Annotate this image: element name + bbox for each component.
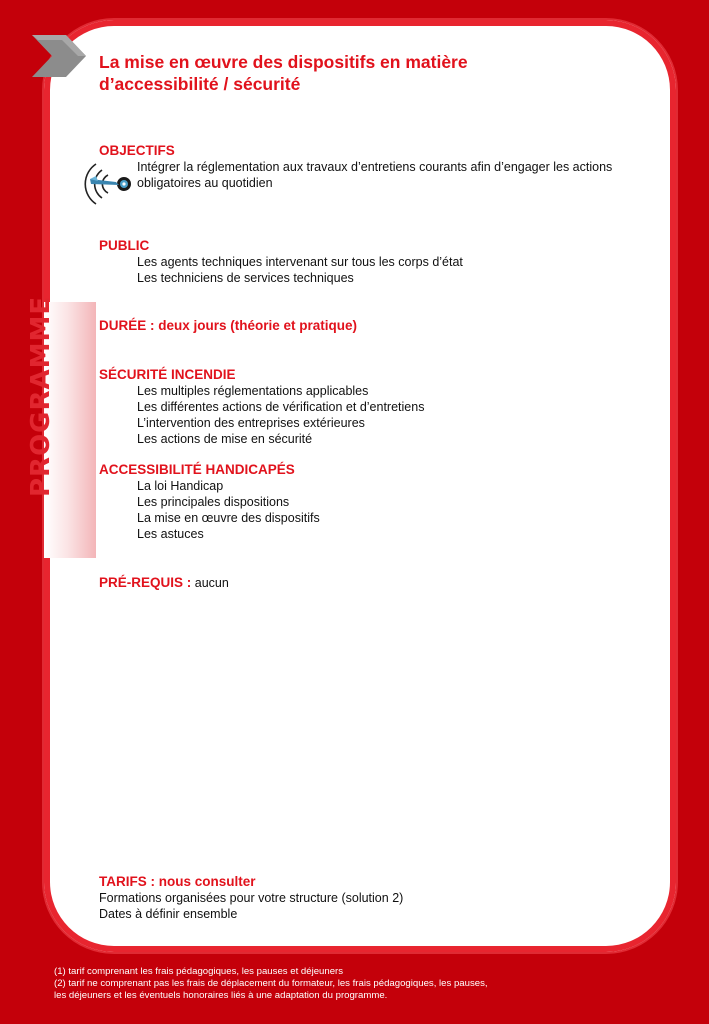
tarifs-line-1: Formations organisées pour votre structure (solution 2) <box>99 891 404 905</box>
footer-note-1: (1) tarif comprenant les frais pédagogiques, les pauses et déjeuners <box>54 966 344 977</box>
securite-item: Les actions de mise en sécurité <box>137 432 313 446</box>
public-item: Les agents techniques intervenant sur tous les corps d’état <box>137 255 463 269</box>
prerequis-label: PRÉ-REQUIS : <box>99 575 192 590</box>
accessibilite-item: La loi Handicap <box>137 479 224 493</box>
accessibilite-item: Les principales dispositions <box>137 495 290 509</box>
objectifs-heading: OBJECTIFS <box>99 143 175 158</box>
footer-note-3: les déjeuners et les éventuels honoraires liés à une adaptation du programme. <box>54 990 388 1002</box>
public-item: Les techniciens de services techniques <box>137 271 354 285</box>
objectifs-line-2: obligatoires au quotidien <box>137 176 273 190</box>
side-label: PROGRAMME <box>26 295 56 497</box>
securite-heading: SÉCURITÉ INCENDIE <box>99 367 236 382</box>
footer-note-2: (2) tarif ne comprenant pas les frais de déplacement du formateur, les frais pédagogiques, les pauses, <box>54 978 488 990</box>
accessibilite-item: Les astuces <box>137 527 204 541</box>
accessibilite-item: La mise en œuvre des dispositifs <box>137 511 320 525</box>
tarifs-heading: TARIFS : nous consulter <box>99 874 256 889</box>
public-section <box>99 238 463 286</box>
duree-heading: DURÉE : deux jours (théorie et pratique) <box>99 318 358 333</box>
footer-notes <box>54 966 674 1003</box>
securite-item: L’intervention des entreprises extérieures <box>137 416 365 430</box>
securite-item: Les différentes actions de vérification et d’entretiens <box>137 400 425 414</box>
accessibilite-section <box>99 462 320 542</box>
page-title <box>99 51 659 95</box>
securite-item: Les multiples réglementations applicables <box>137 384 369 398</box>
page-title-line-2: d’accessibilité / sécurité <box>99 74 301 94</box>
page-title-line-1: La mise en œuvre des dispositifs en matière <box>99 52 468 72</box>
duree-section <box>99 318 357 334</box>
objectifs-line-1: Intégrer la réglementation aux travaux d’entretiens courants afin d’engager les actions <box>137 160 613 174</box>
tarifs-line-2: Dates à définir ensemble <box>99 907 238 921</box>
objectifs-section <box>99 143 612 191</box>
public-heading: PUBLIC <box>99 238 150 253</box>
prerequis-value: aucun <box>191 576 229 590</box>
chevron-right-icon <box>30 32 88 80</box>
tarifs-section <box>99 874 403 922</box>
accessibilite-heading: ACCESSIBILITÉ HANDICAPÉS <box>99 462 295 477</box>
securite-section <box>99 367 424 447</box>
prerequis-section <box>99 574 229 592</box>
